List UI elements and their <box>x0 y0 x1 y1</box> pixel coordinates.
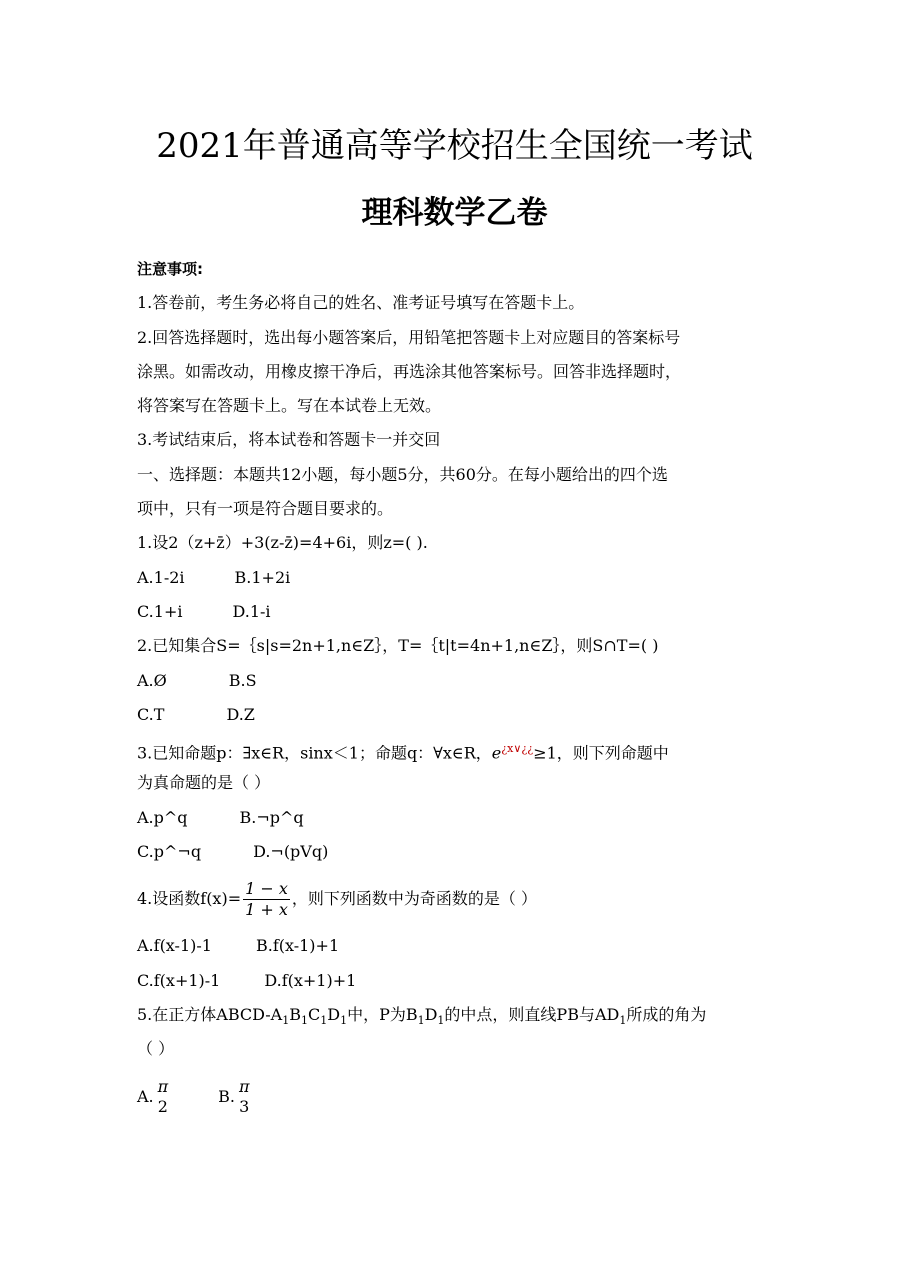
q5-sub-1: 1 <box>282 1014 290 1028</box>
q4-option-a: A.f(x-1)-1 <box>137 936 212 956</box>
question-2-options-row-1 <box>137 664 777 698</box>
question-5-options-row-1 <box>137 1067 777 1127</box>
q5-text-b: 中，P为B <box>347 1004 418 1024</box>
q1-option-b: B.1+2i <box>234 567 291 587</box>
q5-option-a-denominator: 2 <box>157 1096 168 1116</box>
q4-fraction <box>243 879 290 920</box>
notice-heading: 注意事项: <box>137 260 203 278</box>
q4-option-c: C.f(x+1)-1 <box>137 970 221 990</box>
q4-stem-part-a: 4.设函数f(x)= <box>137 889 242 909</box>
q5-sub-5: 1 <box>417 1014 425 1028</box>
q1-option-d: D.1-i <box>232 601 271 621</box>
question-4-options-row-1 <box>137 929 777 963</box>
q3-option-a: A.p^q <box>137 807 188 827</box>
q5-option-b-label: B. <box>218 1086 235 1106</box>
q3-stem-part-a: 3.已知命题p：∃x∈R，sinx＜1；命题q：∀x∈R， <box>137 743 492 763</box>
q5-text-b1: B <box>289 1004 301 1024</box>
question-4-stem <box>137 869 777 929</box>
q5-text-a: 5.在正方体ABCD-A <box>137 1004 283 1024</box>
q3-option-b: B.¬p^q <box>239 807 304 827</box>
q1-option-a: A.1-2i <box>137 567 185 587</box>
q5-option-a-label: A. <box>137 1086 154 1106</box>
question-3-stem-line-1 <box>137 732 777 766</box>
q5-option-b-denominator: 3 <box>239 1096 250 1116</box>
question-2-options-row-2 <box>137 698 777 732</box>
q5-sub-4: 1 <box>340 1014 348 1028</box>
q5-sub-3: 1 <box>320 1014 328 1028</box>
q3-option-c: C.p^¬q <box>137 842 202 862</box>
q2-option-a: A.Ø <box>137 670 167 690</box>
q3-exp-base: e <box>491 743 502 763</box>
exam-subtitle: 理科数学乙卷 <box>361 195 548 231</box>
q5-text-d2: D <box>424 1004 438 1024</box>
exam-body <box>137 252 777 1127</box>
q5-sub-2: 1 <box>300 1014 308 1028</box>
q4-option-b: B.f(x-1)+1 <box>255 936 340 956</box>
q5-option-b-fraction <box>237 1077 252 1117</box>
q4-fraction-numerator: 1 − x <box>245 878 288 898</box>
q3-stem-part-b: ≥1，则下列命题中 <box>533 743 669 763</box>
question-3-stem-line-2: 为真命题的是（ ） <box>137 773 271 793</box>
notice-item-2-line-3: 将答案写在答题卡上。写在本试卷上无效。 <box>137 396 442 416</box>
exam-title: 2021年普通高等学校招生全国统一考试 <box>156 126 753 166</box>
q3-option-d: D.¬(pVq) <box>253 842 329 862</box>
question-2-stem: 2.已知集合S=｛s|s=2n+1,n∈Z｝，T=｛t|t=4n+1,n∈Z｝，则S∩T=( ) <box>137 636 659 656</box>
question-5-stem-line-1 <box>137 998 777 1032</box>
q2-option-c: C.T <box>137 704 165 724</box>
q2-option-d: D.Z <box>226 704 255 724</box>
q5-text-d: 所成的角为 <box>626 1004 707 1024</box>
notice-item-2-line-1: 2.回答选择题时，选出每小题答案后，用铅笔把答题卡上对应题目的答案标号 <box>137 327 681 347</box>
question-1-stem: 1.设2（z+z̄）+3(z-z̄)=4+6i，则z=( ). <box>137 533 428 553</box>
question-3-options-row-2 <box>137 835 777 869</box>
q5-sub-7: 1 <box>619 1014 627 1028</box>
section-1-line-1: 一、选择题：本题共12小题，每小题5分，共60分。在每小题给出的四个选 <box>137 464 668 484</box>
q5-option-a-fraction <box>156 1077 171 1117</box>
q2-option-b: B.S <box>228 670 257 690</box>
question-5-stem-line-2: （ ） <box>137 1039 175 1059</box>
q3-exp-garbled: ¿x∨¿¿ <box>501 742 534 756</box>
q5-text-c: 的中点，则直线PB与AD <box>444 1004 620 1024</box>
notice-item-3: 3.考试结束后，将本试卷和答题卡一并交回 <box>137 430 441 450</box>
section-1-line-2: 项中，只有一项是符合题目要求的。 <box>137 499 394 519</box>
question-3-options-row-1 <box>137 801 777 835</box>
q4-fraction-denominator: 1 + x <box>245 899 288 919</box>
q5-sub-6: 1 <box>437 1014 445 1028</box>
q1-option-c: C.1+i <box>137 601 183 621</box>
q4-option-d: D.f(x+1)+1 <box>264 970 357 990</box>
question-4-options-row-2 <box>137 964 777 998</box>
q4-stem-part-b: ，则下列函数中为奇函数的是（ ） <box>291 889 537 909</box>
question-1-options-row-2 <box>137 595 777 629</box>
q5-option-a-numerator: π <box>157 1076 169 1096</box>
q5-text-d1: D <box>327 1004 341 1024</box>
question-1-options-row-1 <box>137 561 777 595</box>
q5-option-b-numerator: π <box>239 1076 250 1096</box>
q5-text-c1: C <box>307 1004 321 1024</box>
notice-item-1: 1.答卷前，考生务必将自己的姓名、准考证号填写在答题卡上。 <box>137 293 585 313</box>
notice-item-2-line-2: 涂黑。如需改动，用橡皮擦干净后，再选涂其他答案标号。回答非选择题时， <box>137 361 682 381</box>
